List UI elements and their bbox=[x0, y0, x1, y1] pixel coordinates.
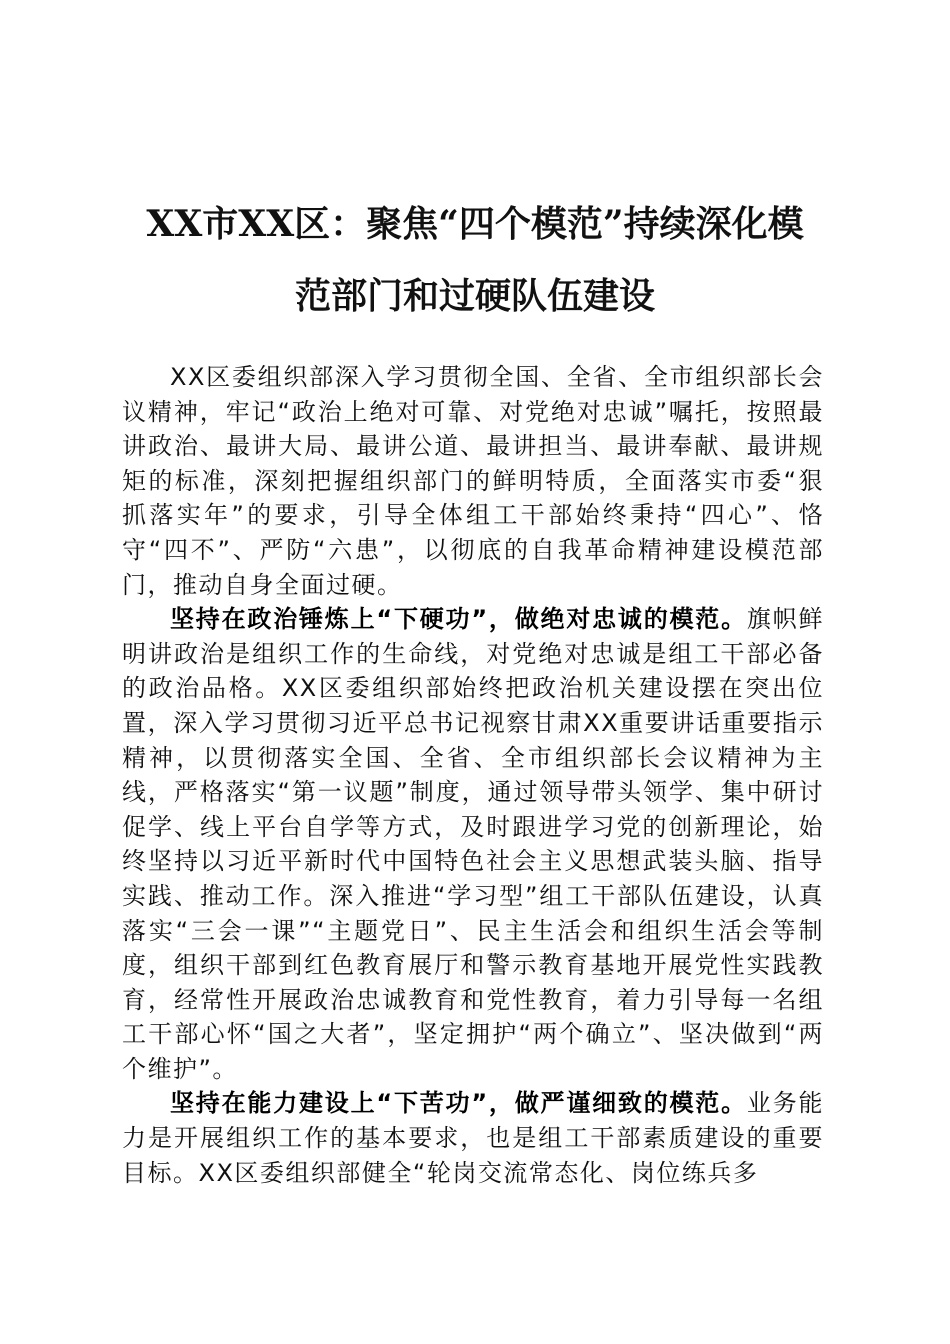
paragraph-text: 业务能力是开展组织工作的基本要求，也是组工干部素质建设的重要目标。XX区委组织部健全“轮岗交流常态化、岗位练兵多 bbox=[122, 1089, 825, 1187]
title-line-1: XX市XX区：聚焦“四个模范”持续深化模 bbox=[146, 203, 804, 245]
paragraph-intro bbox=[122, 360, 824, 602]
paragraph-text: 旗帜鲜明讲政治是组织工作的生命线，对党绝对忠诚是组工干部必备的政治品格。XX区委组织部始终把政治机关建设摆在突出位置，深入学习贯彻习近平总书记视察甘肃XX重要讲话重要指示精神，以贯彻落实全国、全省、全市组织部长会议精神为主线，严格落实“第一议题”制度，通过领导带头领学、集中研讨促学、线上平台自学等方式，及时跟进学习党的创新理论，始终坚持以习近平新时代中国特色社会主义思想武装头脑、指导实践、推动工作。深入推进“学习型”组工干部队伍建设，认真落实“三会一课”“主题党日”、民主生活会和组织生活会等制度，组织干部到红色教育展厅和警示教育基地开展党性实践教育，经常性开展政治忠诚教育和党性教育，着力引导每一名组工干部心怀“国之大者”，坚定拥护“两个确立”、坚决做到“两个维护”。 bbox=[122, 605, 825, 1083]
title-line-2: 范部门和过硬队伍建设 bbox=[294, 275, 655, 317]
paragraph-lead: 坚持在能力建设上“下苦功”，做严谨细致的模范。 bbox=[170, 1089, 747, 1118]
document-title bbox=[100, 188, 850, 332]
paragraph-political bbox=[122, 602, 824, 1086]
document-body bbox=[122, 360, 824, 1190]
paragraph-text: XX区委组织部深入学习贯彻全国、全省、全市组织部长会议精神，牢记“政治上绝对可靠、对党绝对忠诚”嘱托，按照最讲政治、最讲大局、最讲公道、最讲担当、最讲奉献、最讲规矩的标准，深刻把握组织部门的鲜明特质，全面落实市委“狠抓落实年”的要求，引导全体组工干部始终秉持“四心”、恪守“四不”、严防“六患”，以彻底的自我革命精神建设模范部门，推动自身全面过硬。 bbox=[122, 363, 824, 599]
paragraph-lead: 坚持在政治锤炼上“下硬功”，做绝对忠诚的模范。 bbox=[170, 605, 747, 634]
paragraph-ability bbox=[122, 1086, 824, 1190]
